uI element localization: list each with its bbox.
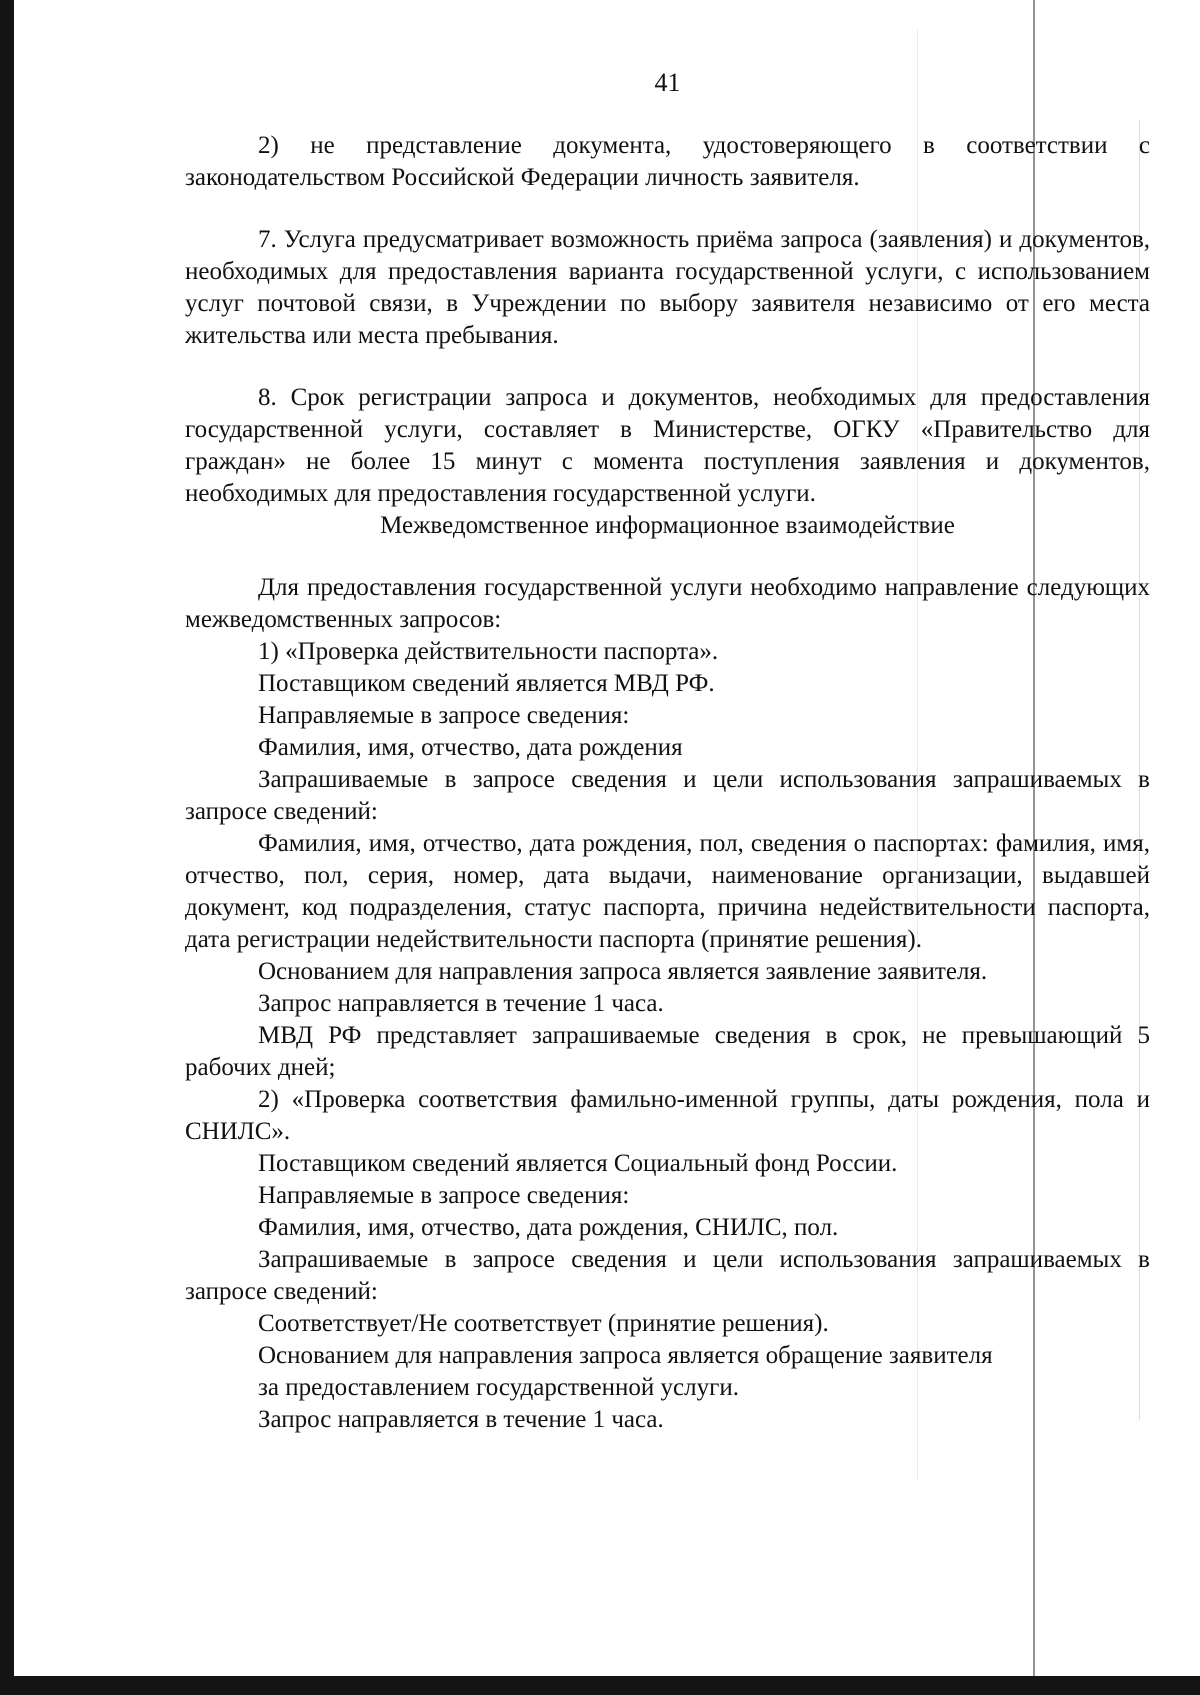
paragraph: Запрос направляется в течение 1 часа.	[258, 1406, 664, 1433]
scan-left-border	[0, 0, 14, 1695]
paragraph: Поставщиком сведений является МВД РФ.	[258, 670, 715, 697]
paragraph: Запрос направляется в течение 1 часа.	[258, 990, 664, 1017]
paragraph: Основанием для направления запроса является заявление заявителя.	[258, 958, 988, 985]
page-number: 41	[654, 68, 681, 97]
section-heading: Межведомственное информационное взаимодействие	[380, 512, 955, 539]
paragraph: 8. Срок регистрации запроса и документов, необходимых для предоставления государственной услуги, составляет в Министерстве, ОГКУ «Правительство для граждан» не более 15 минут с момента поступления заявления и документов, необходимых для предоставления государственной услуги.	[185, 384, 1150, 507]
paragraph: МВД РФ представляет запрашиваемые сведения в срок, не превышающий 5 рабочих дней;	[185, 1022, 1150, 1081]
paragraph: 1) «Проверка действительности паспорта».	[258, 638, 719, 665]
paragraph: Поставщиком сведений является Социальный фонд России.	[258, 1150, 898, 1177]
paragraph: Направляемые в запросе сведения:	[258, 1182, 630, 1209]
paragraph: Фамилия, имя, отчество, дата рождения, пол, сведения о паспортах: фамилия, имя, отчество, пол, серия, номер, дата выдачи, наименование организации, выдавшей документ, код подразделения, статус паспорта, причина недействительности паспорта, дата регистрации недействительности паспорта (принятие решения).	[185, 830, 1150, 953]
paragraph: Для предоставления государственной услуги необходимо направление следующих межведомственных запросов:	[185, 574, 1150, 633]
paragraph: Фамилия, имя, отчество, дата рождения	[258, 734, 683, 761]
paragraph: Фамилия, имя, отчество, дата рождения, СНИЛС, пол.	[258, 1214, 839, 1241]
paragraph: 7. Услуга предусматривает возможность приёма запроса (заявления) и документов, необходимых для предоставления варианта государственной услуги, с использованием услуг почтовой связи, в Учреждении по выбору заявителя независимо от его места жительства или места пребывания.	[185, 226, 1150, 349]
paragraph: 2) «Проверка соответствия фамильно-именной группы, даты рождения, пола и СНИЛС».	[185, 1086, 1150, 1145]
paragraph: Запрашиваемые в запросе сведения и цели использования запрашиваемых в запросе сведений:	[185, 766, 1150, 825]
paragraph: 2) не представление документа, удостоверяющего в соответствии с законодательством Российской Федерации личность заявителя.	[185, 132, 1150, 191]
document-body	[185, 130, 1150, 1436]
paragraph: Соответствует/Не соответствует (принятие решения).	[258, 1310, 829, 1337]
scan-bottom-border	[0, 1676, 1200, 1695]
paragraph: за предоставлением государственной услуги.	[258, 1374, 739, 1401]
paragraph: Запрашиваемые в запросе сведения и цели использования запрашиваемых в запросе сведений:	[185, 1246, 1150, 1305]
paragraph: Направляемые в запросе сведения:	[258, 702, 630, 729]
paragraph: Основанием для направления запроса является обращение заявителя	[258, 1342, 993, 1369]
